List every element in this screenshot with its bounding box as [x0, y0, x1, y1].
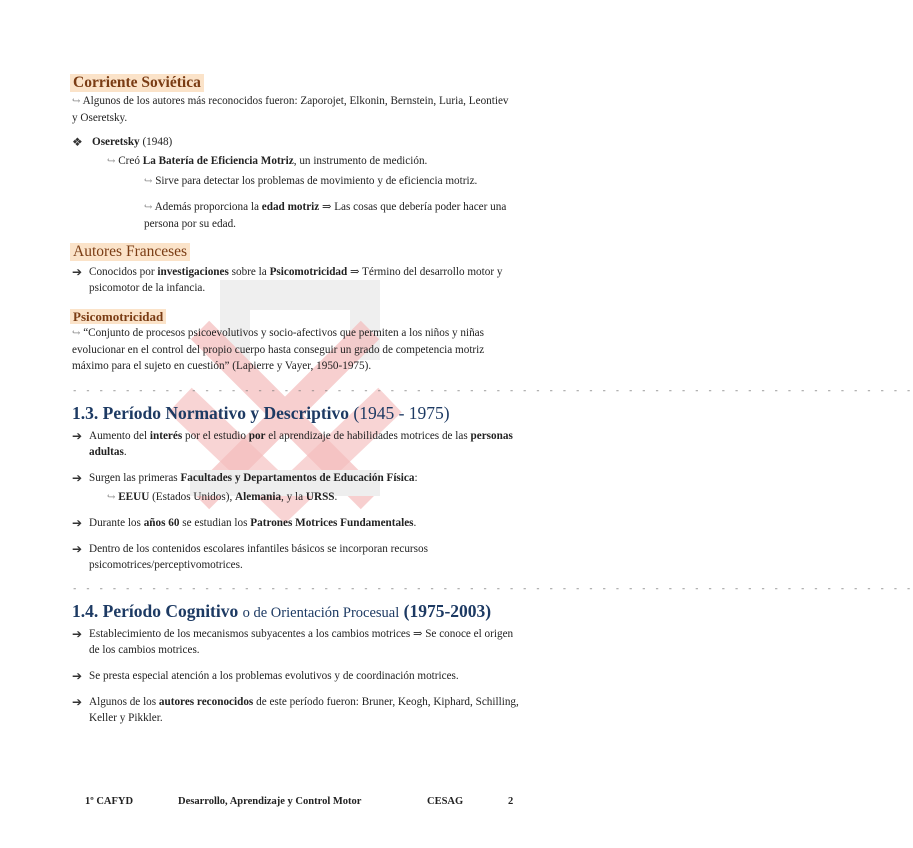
s13-bullet-3: Durante los años 60 se estudian los Patrones Motrices Fundamentales.: [89, 517, 417, 529]
arrow-bullet-icon: ➔: [72, 695, 83, 709]
edad-line: ↪ Además proporciona la edad motriz ⇒ Las cosas que debería poder hacer una persona por su edad.: [144, 201, 507, 230]
hook-arrow-icon: ↪: [107, 492, 116, 503]
psico-quote: ↪ “Conjunto de procesos psicoevolutivos y socio-afectivos que permiten a los niños y niñas evolucionar en el control del propio cuerpo hasta conseguir un grado de competencia motriz máximo para el sujeto en cuestión” (Lapierre y Vayer, 1950-1975).: [72, 327, 485, 372]
footer-page-number: 2: [508, 796, 514, 807]
footer-course: 1º CAFYD: [85, 796, 134, 807]
s14-bullet-2: Se presta especial atención a los problemas evolutivos y de coordinación motrices.: [89, 670, 459, 682]
footer-subject: Desarrollo, Aprendizaje y Control Motor: [178, 796, 362, 807]
separator-line: - - - - - - - - - - - - - - - - - - - - - - - - - - - - - - - - - - - - - - - - - - - - - - - - - - - - - - - - - - - - - - - -: [72, 386, 913, 396]
s14-bullet-1: Establecimiento de los mecanismos subyacentes a los cambios motrices ⇒ Se conoce el origen de los cambios motrices.: [89, 628, 514, 656]
french-heading: [72, 243, 190, 261]
french-text: Conocidos por investigaciones sobre la Psicomotricidad ⇒ Término del desarrollo motor y psicomotor de la infancia.: [89, 266, 503, 294]
arrow-bullet-icon: ➔: [72, 265, 83, 279]
diamond-bullet-icon: ❖: [72, 135, 83, 149]
section-1-3-heading: 1.3. Período Normativo y Descriptivo (1945 - 1975): [72, 403, 450, 423]
s13-bullet-2: Surgen las primeras Facultades y Departamentos de Educación Física:: [89, 472, 418, 484]
hook-arrow-icon: ↪: [72, 96, 81, 107]
hook-arrow-icon: ↪: [107, 156, 116, 167]
arrow-bullet-icon: ➔: [72, 542, 83, 556]
arrow-bullet-icon: ➔: [72, 471, 83, 485]
arrow-bullet-icon: ➔: [72, 627, 83, 641]
separator-line: - - - - - - - - - - - - - - - - - - - - - - - - - - - - - - - - - - - - - - - - - - - - - - - - - - - - - - - - - - - - - - - -: [72, 584, 913, 594]
hook-arrow-icon: ↪: [144, 176, 153, 187]
detect-line: ↪ Sirve para detectar los problemas de movimiento y de eficiencia motriz.: [144, 175, 478, 187]
hook-arrow-icon: ↪: [72, 328, 81, 339]
arrow-bullet-icon: ➔: [72, 669, 83, 683]
soviet-heading: [72, 74, 204, 92]
bateria-line: ↪ Creó La Batería de Eficiencia Motriz, un instrumento de medición.: [107, 155, 428, 167]
psico-title: Psicomotricidad: [70, 309, 166, 324]
arrow-bullet-icon: ➔: [72, 516, 83, 530]
french-title: Autores Franceses: [70, 243, 190, 261]
soviet-title: Corriente Soviética: [70, 74, 204, 92]
psico-heading: [72, 309, 166, 324]
arrow-bullet-icon: ➔: [72, 429, 83, 443]
soviet-intro: ↪ Algunos de los autores más reconocidos fueron: Zaporojet, Elkonin, Bernstein, Luria, Leontiev y Oseretsky.: [72, 95, 509, 124]
footer-org: CESAG: [427, 796, 464, 807]
s14-bullet-3: Algunos de los autores reconocidos de este período fueron: Bruner, Keogh, Kiphard, Schilling, Keller y Pikkler.: [89, 696, 519, 724]
section-1-4-heading: 1.4. Período Cognitivo o de Orientación Procesual (1975-2003): [72, 601, 492, 621]
s13-bullet-1: Aumento del interés por el estudio por el aprendizaje de habilidades motrices de las personas adultas.: [89, 430, 513, 458]
oseretsky-line: Oseretsky (1948): [92, 136, 173, 148]
s13-bullet-4: Dentro de los contenidos escolares infantiles básicos se incorporan recursos psicomotrices/perceptivomotrices.: [89, 543, 428, 571]
s13-bullet-2-sub: ↪ EEUU (Estados Unidos), Alemania, y la URSS.: [107, 491, 338, 503]
hook-arrow-icon: ↪: [144, 202, 153, 213]
